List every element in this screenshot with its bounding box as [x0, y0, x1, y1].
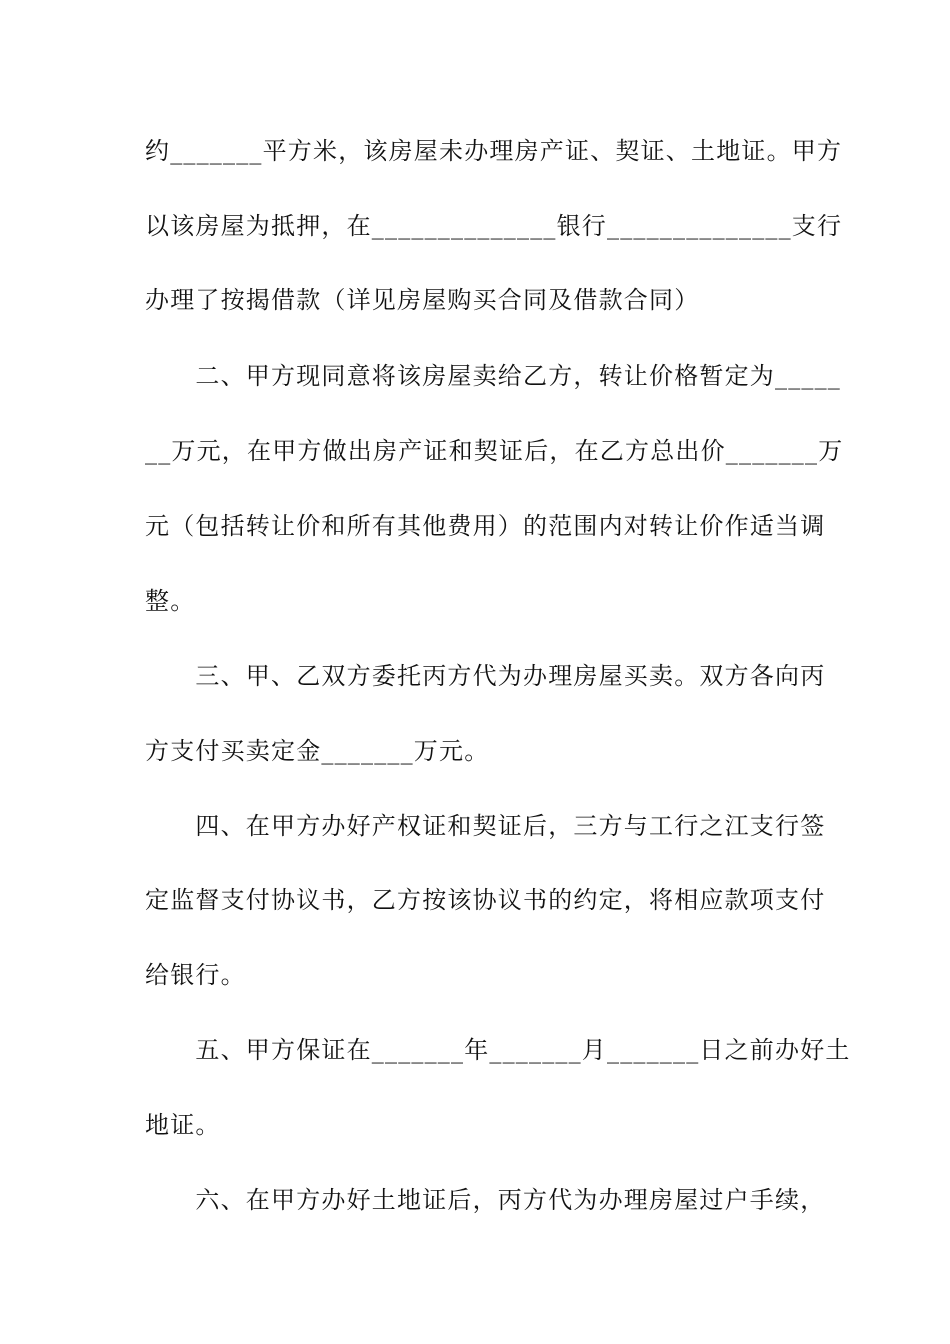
text-line: __万元，在甲方做出房产证和契证后，在乙方总出价_______万 — [145, 437, 844, 465]
text-line: 整。 — [145, 587, 196, 615]
text-line: 以该房屋为抵押，在______________银行______________支行 — [145, 212, 843, 240]
text-line: 定监督支付协议书，乙方按该协议书的约定，将相应款项支付 — [145, 886, 826, 914]
text-line: 地证。 — [145, 1111, 221, 1139]
clause-2-line: 二、甲方现同意将该房屋卖给乙方，转让价格暂定为_____ — [145, 362, 841, 390]
text-line: 方支付买卖定金_______万元。 — [145, 737, 490, 765]
text-line: 办理了按揭借款（详见房屋购买合同及借款合同） — [145, 286, 700, 314]
text-line: 约_______平方米，该房屋未办理房产证、契证、土地证。甲方 — [145, 137, 843, 165]
clause-5-line: 五、甲方保证在_______年_______月_______日之前办好土 — [145, 1036, 851, 1064]
text-line: 给银行。 — [145, 961, 246, 989]
clause-3-line: 三、甲、乙双方委托丙方代为办理房屋买卖。双方各向丙 — [145, 662, 826, 690]
text-line: 元（包括转让价和所有其他费用）的范围内对转让价作适当调 — [145, 512, 826, 540]
clause-6-line: 六、在甲方办好土地证后，丙方代为办理房屋过户手续， — [145, 1186, 826, 1214]
clause-4-line: 四、在甲方办好产权证和契证后，三方与工行之江支行签 — [145, 812, 826, 840]
